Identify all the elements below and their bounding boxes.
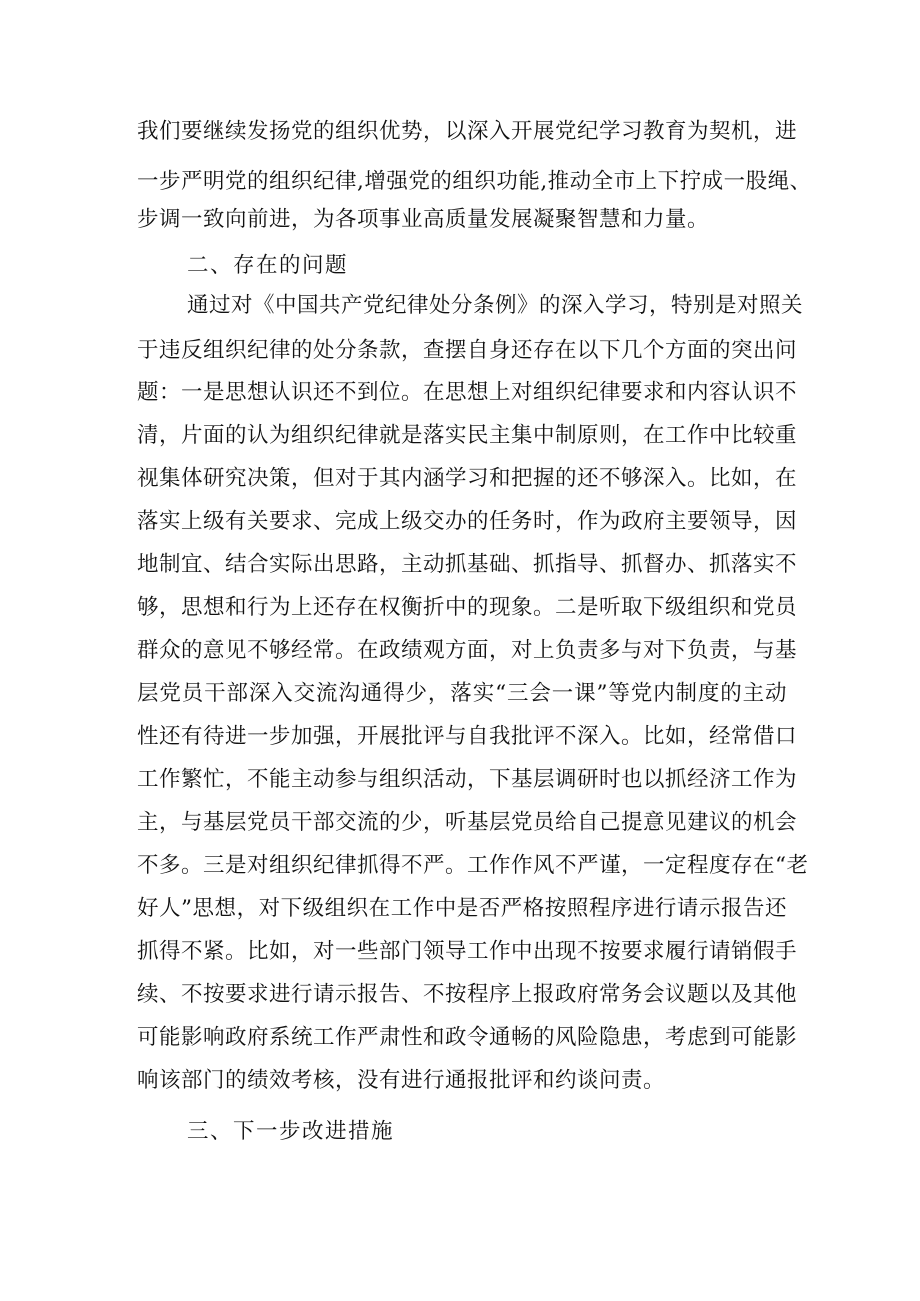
paragraph-2-line-1: 通过对《中国共产党纪律处分条例》的深入学习，特别是对照关 xyxy=(187,293,804,318)
paragraph-1-line-2: 一步严明党的组织纪律,增强党的组织功能,推动全市上下拧成一股绳、 xyxy=(137,169,812,194)
paragraph-2-line-5: 视集体研究决策，但对于其内涵学习和把握的还不够深入。比如，在 xyxy=(137,466,798,491)
paragraph-2-line-13: 主，与基层党员干部交流的少，听基层党员给自己提意见建议的机会 xyxy=(137,810,798,835)
paragraph-2-line-8: 够，思想和行为上还存在权衡折中的现象。二是听取下级组织和党员 xyxy=(137,595,798,620)
section-heading-next-steps: 三、下一步改进措施 xyxy=(187,1119,395,1144)
paragraph-2-line-9: 群众的意见不够经常。在政绩观方面，对上负责多与对下负责，与基 xyxy=(137,638,798,663)
paragraph-2-line-4: 清，片面的认为组织纪律就是落实民主集中制原则，在工作中比较重 xyxy=(137,423,798,448)
paragraph-2-line-2: 于违反组织纪律的处分条款，查摆自身还存在以下几个方面的突出问 xyxy=(137,338,798,363)
paragraph-2-line-10: 层党员干部深入交流沟通得少，落实“三会一课”等党内制度的主动 xyxy=(137,681,787,706)
paragraph-2-line-18: 可能影响政府系统工作严肃性和政令通畅的风险隐患，考虑到可能影 xyxy=(137,1025,798,1050)
paragraph-2-line-19: 响该部门的绩效考核，没有进行通报批评和约谈问责。 xyxy=(137,1068,666,1093)
paragraph-1-line-1: 我们要继续发扬党的组织优势，以深入开展党纪学习教育为契机，进 xyxy=(137,119,798,144)
paragraph-2-line-3: 题：一是思想认识还不到位。在思想上对组织纪律要求和内容认识不 xyxy=(137,380,798,405)
paragraph-2-line-12: 工作繁忙，不能主动参与组织活动，下基层调研时也以抓经济工作为 xyxy=(137,767,798,792)
paragraph-2-line-15: 好人”思想，对下级组织在工作中是否严格按照程序进行请示报告还 xyxy=(137,896,787,921)
paragraph-1-line-3: 步调一致向前进，为各项事业高质量发展凝聚智慧和力量。 xyxy=(137,207,710,232)
section-heading-problems: 二、存在的问题 xyxy=(187,253,349,278)
paragraph-2-line-7: 地制宜、结合实际出思路，主动抓基础、抓指导、抓督办、抓落实不 xyxy=(137,552,798,577)
paragraph-2-line-14: 不多。三是对组织纪律抓得不严。工作作风不严谨，一定程度存在“老 xyxy=(137,853,809,878)
paragraph-2-line-6: 落实上级有关要求、完成上级交办的任务时，作为政府主要领导，因 xyxy=(137,509,798,534)
paragraph-2-line-17: 续、不按要求进行请示报告、不按程序上报政府常务会议题以及其他 xyxy=(137,982,798,1007)
paragraph-2-line-11: 性还有待进一步加强，开展批评与自我批评不深入。比如，经常借口 xyxy=(137,724,798,749)
paragraph-2-line-16: 抓得不紧。比如，对一些部门领导工作中出现不按要求履行请销假手 xyxy=(137,939,798,964)
